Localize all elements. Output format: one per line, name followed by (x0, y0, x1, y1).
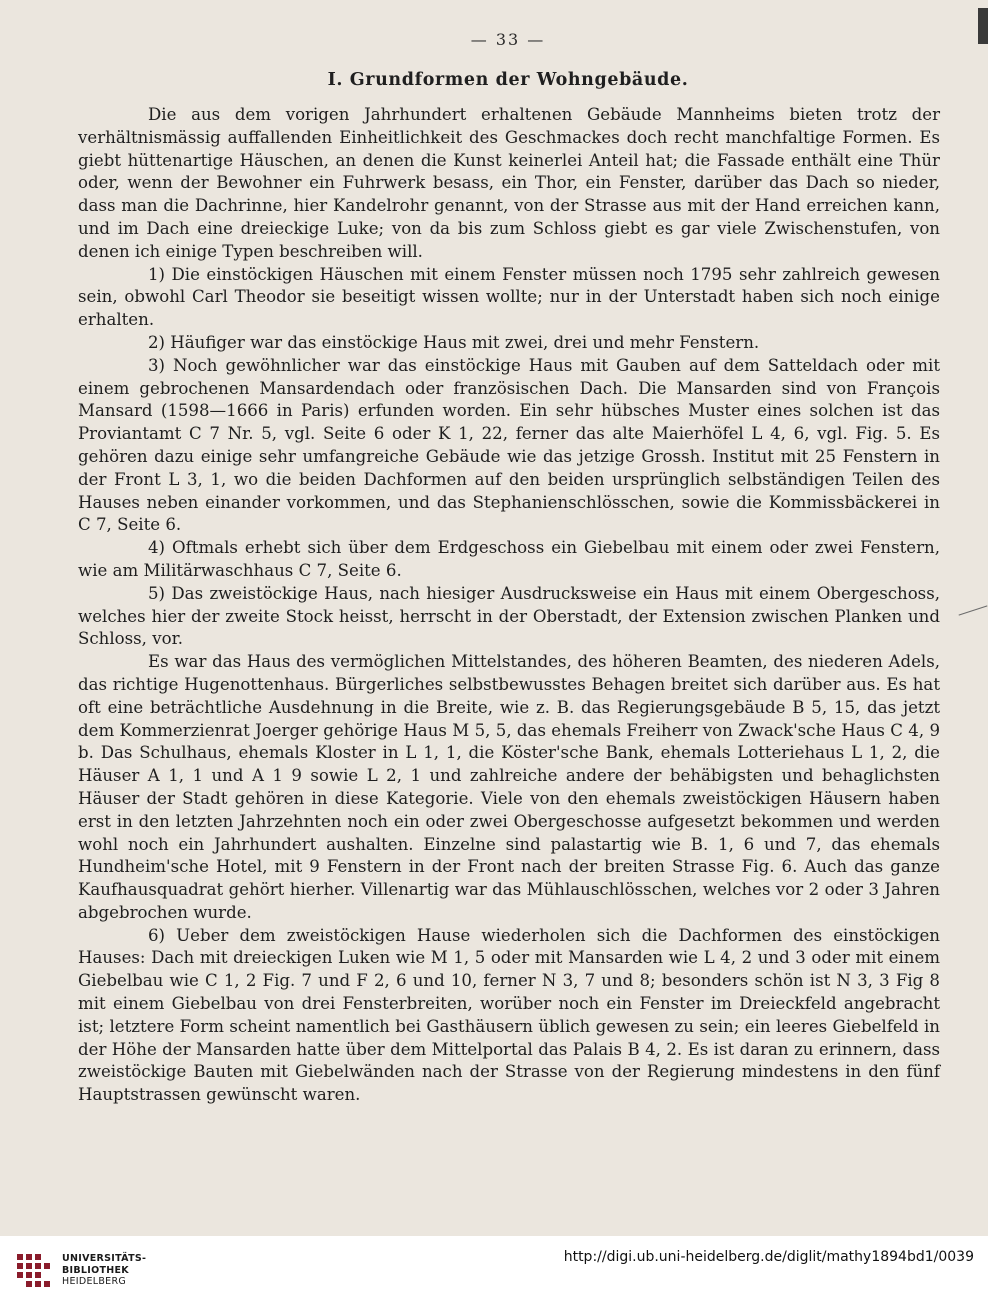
paragraph: Die aus dem vorigen Jahrhundert erhaltenen Gebäude Mannheims bieten trotz der verhältnismässig auffallenden Einheitlichkeit des Geschmackes doch recht manchfaltige Formen. Es giebt hüttenartige Häuschen, an denen die Kunst keinerlei Anteil hat; die Fassade enthält eine Thür oder, wenn der Bewohner ein Fuhrwerk besass, ein Thor, ein Fenster, darüber das Dach so nieder, dass man die Dachrinne, hier Kandelrohr genannt, von der Strasse aus mit der Hand erreichen kann, und im Dach eine dreieckige Luke; von da bis zum Schloss giebt es gar viele Zwischenstufen, von denen ich einige Typen beschreiben will. (78, 105, 940, 261)
paragraph: 6) Ueber dem zweistöckigen Hause wiederholen sich die Dachformen des einstöckigen Hauses: Dach mit dreieckigen Luken wie M 1, 5 oder mit Mansarden wie L 4, 2 und 3 oder mit einem Giebelbau wie C 1, 2 Fig. 7 und F 2, 6 und 10, ferner N 3, 7 und 8; besonders schön ist N 3, 3 Fig 8 mit einem Giebelbau von drei Fensterbreiten, worüber noch ein Fenster im Dreieckfeld angebracht ist; letztere Form scheint namentlich bei Gasthäusern üblich gewesen zu sein; ein leeres Giebelfeld in der Höhe der Mansarden hatte über dem Mittelportal das Palais B 4, 2. Es ist daran zu erinnern, dass zweistöckige Bauten mit Giebelwänden nach der Strasse von der Regierung mindestens in den fünf Hauptstrassen gewünscht waren. (78, 925, 940, 1105)
paragraph: 5) Das zweistöckige Haus, nach hiesiger Ausdrucksweise ein Haus mit einem Obergeschoss, welches hier der zweite Stock heisst, herrscht in der Oberstadt, der Extension zwischen Planken und Schloss, vor. (78, 583, 940, 649)
library-logo[interactable] (14, 1250, 214, 1298)
library-name (62, 1253, 146, 1288)
library-name-line: BIBLIOTHEK (62, 1264, 129, 1276)
library-name-line: UNIVERSITÄTS- (62, 1253, 147, 1264)
library-name-line: HEIDELBERG (62, 1276, 127, 1287)
section-heading: I. Grundformen der Wohngebäude. (327, 70, 689, 90)
paragraph: 1) Die einstöckigen Häuschen mit einem Fenster müssen noch 1795 sehr zahlreich gewesen sein, obwohl Carl Theodor sie beseitigt wissen wollte; nur in der Unterstadt haben sich noch einige erhalten. (78, 264, 940, 330)
paragraph: 3) Noch gewöhnlicher war das einstöckige Haus mit Gauben auf dem Satteldach oder mit einem gebrochenen Mansardendach oder französischen Dach. Die Mansarden sind von François Mansard (1598—1666 in Paris) erfunden worden. Ein sehr hübsches Muster eines solchen ist das Proviantamt C 7 Nr. 5, vgl. Seite 6 oder K 1, 22, ferner das alte Maierhöfel L 4, 6, vgl. Fig. 5. Es gehören dazu einige sehr umfangreiche Gebäude wie das jetzige Grossh. Institut mit 25 Fenstern in der Front L 3, 1, wo die beiden Dachformen auf den beiden ursprünglich selbständigen Teilen des Hauses neben einander vorkommen, und das Stephanienschlösschen, sowie die Kommissbäckerei in C 7, Seite 6. (78, 355, 940, 535)
body-text (78, 104, 940, 1107)
paragraph: Es war das Haus des vermöglichen Mittelstandes, des höheren Beamten, des niederen Adels, das richtige Hugenottenhaus. Bürgerliches selbstbewusstes Behagen breitet sich darüber aus. Es hat oft eine beträchtliche Ausdehnung in die Breite, wie z. B. das Regierungsgebäude B 5, 15, das jetzt dem Kommerzienrat Joerger gehörige Haus M 5, 5, das ehemals Freiherr von Zwack'sche Haus C 4, 9 b. Das Schulhaus, ehemals Kloster in L 1, 1, die Köster'sche Bank, ehemals Lotteriehaus L 1, 2, die Häuser A 1, 1 und A 1 9 sowie L 2, 1 und zahlreiche andere der behäbigsten und behaglichsten Häuser der Stadt gehören in diese Kategorie. Viele von den ehemals zweistöckigen Häusern haben erst in den letzten Jahrzehnten noch ein oder zwei Obergeschosse aufgesetzt bekommen und werden wohl noch ein Jahrhundert aushalten. Einzelne sind palastartig wie B. 1, 6 und 7, das ehemals Hundheim'sche Hotel, mit 9 Fenstern in der Front nach der breiten Strasse Fig. 6. Auch das ganze Kaufhausquadrat gehört hierher. Villenartig war das Mühlauschlösschen, welches vor 2 oder 3 Jahren abgebrochen wurde. (78, 652, 940, 922)
paragraph: 4) Oftmals erhebt sich über dem Erdgeschoss ein Giebelbau mit einem oder zwei Fenstern, wie am Militärwaschhaus C 7, Seite 6. (78, 538, 940, 580)
permalink-url[interactable]: http://digi.ub.uni-heidelberg.de/diglit/mathy1894bd1/0039 (563, 1249, 974, 1265)
paragraph: 2) Häufiger war das einstöckige Haus mit zwei, drei und mehr Fenstern. (148, 332, 760, 352)
scan-edge-line (959, 605, 988, 615)
page-number: — 33 — (470, 30, 546, 49)
seal-icon (14, 1250, 56, 1296)
